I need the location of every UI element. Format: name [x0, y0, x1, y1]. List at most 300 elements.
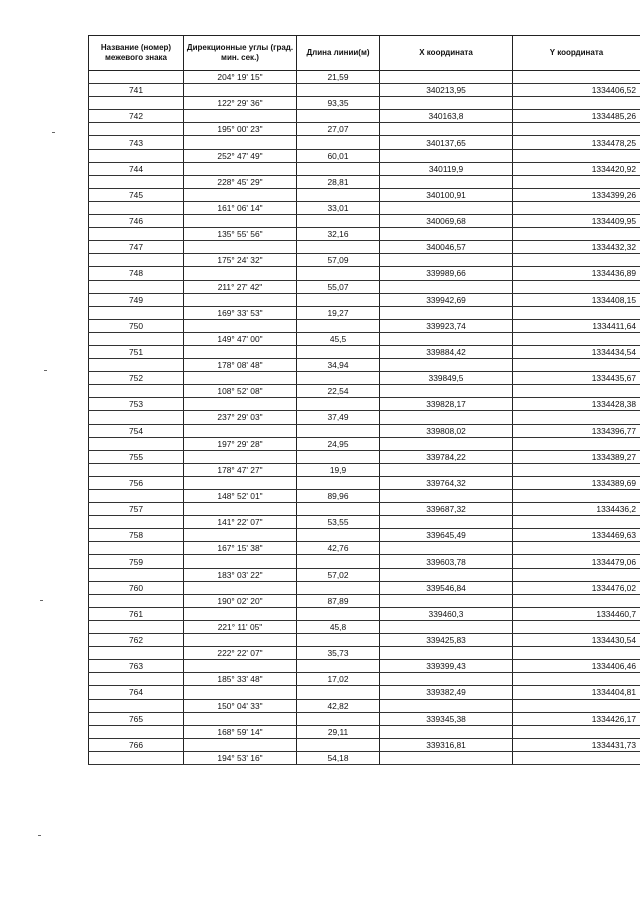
cell-x-coordinate [380, 411, 513, 424]
cell-direction-angle: 204° 19' 15" [184, 71, 297, 84]
cell-y-coordinate [513, 97, 640, 110]
cell-point-name [89, 647, 184, 660]
cell-x-coordinate [380, 306, 513, 319]
table-row [89, 437, 640, 450]
cell-x-coordinate: 339849,5 [380, 372, 513, 385]
cell-line-length: 35,73 [297, 647, 380, 660]
cell-point-name: 762 [89, 634, 184, 647]
margin-mark [44, 370, 47, 371]
cell-y-coordinate [513, 123, 640, 136]
boundary-coordinates-table [88, 35, 640, 765]
cell-point-name [89, 149, 184, 162]
cell-line-length [297, 110, 380, 123]
cell-x-coordinate [380, 751, 513, 764]
table-row [89, 359, 640, 372]
table-row [89, 450, 640, 463]
table-row [89, 529, 640, 542]
cell-x-coordinate: 339546,84 [380, 581, 513, 594]
cell-point-name [89, 437, 184, 450]
table-row [89, 725, 640, 738]
cell-line-length [297, 293, 380, 306]
cell-direction-angle: 195° 00' 23" [184, 123, 297, 136]
cell-x-coordinate: 340069,68 [380, 215, 513, 228]
cell-x-coordinate: 340100,91 [380, 188, 513, 201]
table-row [89, 581, 640, 594]
cell-direction-angle: 122° 29' 36" [184, 97, 297, 110]
cell-line-length [297, 345, 380, 358]
table-row [89, 293, 640, 306]
cell-x-coordinate [380, 647, 513, 660]
cell-x-coordinate: 339942,69 [380, 293, 513, 306]
cell-line-length: 45,5 [297, 332, 380, 345]
table-row [89, 620, 640, 633]
cell-x-coordinate: 339923,74 [380, 319, 513, 332]
cell-x-coordinate [380, 490, 513, 503]
cell-y-coordinate: 1334485,26 [513, 110, 640, 123]
cell-point-name [89, 123, 184, 136]
cell-line-length: 54,18 [297, 751, 380, 764]
cell-y-coordinate: 1334406,52 [513, 84, 640, 97]
table-row [89, 555, 640, 568]
cell-line-length [297, 84, 380, 97]
cell-point-name: 756 [89, 476, 184, 489]
table-row [89, 751, 640, 764]
cell-point-name [89, 594, 184, 607]
table-row [89, 84, 640, 97]
cell-point-name: 748 [89, 267, 184, 280]
cell-y-coordinate [513, 228, 640, 241]
cell-line-length [297, 372, 380, 385]
cell-y-coordinate: 1334409,95 [513, 215, 640, 228]
table-row [89, 162, 640, 175]
header-point-name: Название (номер) межевого знака [89, 36, 184, 71]
cell-x-coordinate: 340046,57 [380, 241, 513, 254]
cell-point-name [89, 228, 184, 241]
cell-point-name [89, 673, 184, 686]
cell-x-coordinate [380, 201, 513, 214]
cell-point-name [89, 542, 184, 555]
cell-point-name: 761 [89, 607, 184, 620]
cell-line-length [297, 712, 380, 725]
cell-direction-angle [184, 686, 297, 699]
cell-direction-angle [184, 188, 297, 201]
cell-point-name [89, 359, 184, 372]
cell-x-coordinate: 340137,65 [380, 136, 513, 149]
cell-direction-angle: 185° 33' 48" [184, 673, 297, 686]
cell-line-length: 53,55 [297, 516, 380, 529]
cell-point-name: 760 [89, 581, 184, 594]
table-row [89, 123, 640, 136]
cell-line-length [297, 686, 380, 699]
cell-direction-angle [184, 84, 297, 97]
margin-mark [38, 835, 41, 836]
table-row [89, 398, 640, 411]
cell-x-coordinate [380, 175, 513, 188]
table-row [89, 110, 640, 123]
cell-direction-angle: 167° 15' 38" [184, 542, 297, 555]
table-row [89, 319, 640, 332]
cell-x-coordinate [380, 620, 513, 633]
cell-direction-angle [184, 660, 297, 673]
cell-direction-angle: 169° 33' 53" [184, 306, 297, 319]
cell-line-length: 37,49 [297, 411, 380, 424]
cell-point-name [89, 385, 184, 398]
cell-y-coordinate: 1334431,73 [513, 738, 640, 751]
cell-y-coordinate: 1334389,69 [513, 476, 640, 489]
cell-line-length [297, 319, 380, 332]
cell-y-coordinate [513, 437, 640, 450]
cell-point-name: 755 [89, 450, 184, 463]
cell-direction-angle: 183° 03' 22" [184, 568, 297, 581]
cell-line-length [297, 581, 380, 594]
header-direction-angle: Дирекционные углы (град. мин. сек.) [184, 36, 297, 71]
cell-direction-angle [184, 215, 297, 228]
cell-direction-angle [184, 529, 297, 542]
cell-x-coordinate [380, 149, 513, 162]
cell-line-length [297, 634, 380, 647]
cell-y-coordinate: 1334478,25 [513, 136, 640, 149]
margin-mark [52, 132, 55, 133]
header-x-coordinate: X координата [380, 36, 513, 71]
table-body [89, 71, 640, 765]
cell-line-length: 89,96 [297, 490, 380, 503]
cell-y-coordinate [513, 254, 640, 267]
cell-y-coordinate [513, 516, 640, 529]
cell-direction-angle: 161° 06' 14" [184, 201, 297, 214]
table-row [89, 686, 640, 699]
cell-y-coordinate: 1334430,54 [513, 634, 640, 647]
cell-direction-angle [184, 738, 297, 751]
table-row [89, 149, 640, 162]
table-row [89, 175, 640, 188]
cell-point-name: 758 [89, 529, 184, 542]
cell-line-length: 55,07 [297, 280, 380, 293]
cell-line-length: 60,01 [297, 149, 380, 162]
cell-direction-angle [184, 555, 297, 568]
cell-y-coordinate: 1334411,64 [513, 319, 640, 332]
cell-direction-angle [184, 712, 297, 725]
table-row [89, 228, 640, 241]
cell-line-length [297, 503, 380, 516]
cell-x-coordinate [380, 673, 513, 686]
table-row [89, 424, 640, 437]
table-row [89, 411, 640, 424]
cell-point-name: 751 [89, 345, 184, 358]
cell-line-length [297, 136, 380, 149]
cell-point-name [89, 490, 184, 503]
cell-line-length [297, 607, 380, 620]
table-row [89, 738, 640, 751]
cell-y-coordinate [513, 751, 640, 764]
table-row [89, 699, 640, 712]
cell-direction-angle: 194° 53' 16" [184, 751, 297, 764]
cell-x-coordinate: 339382,49 [380, 686, 513, 699]
cell-x-coordinate [380, 542, 513, 555]
cell-line-length: 24,95 [297, 437, 380, 450]
cell-x-coordinate: 339460,3 [380, 607, 513, 620]
cell-y-coordinate: 1334406,46 [513, 660, 640, 673]
cell-point-name [89, 254, 184, 267]
table-row [89, 97, 640, 110]
cell-y-coordinate [513, 359, 640, 372]
cell-x-coordinate: 339989,66 [380, 267, 513, 280]
table-row [89, 201, 640, 214]
cell-line-length: 34,94 [297, 359, 380, 372]
cell-direction-angle [184, 424, 297, 437]
cell-x-coordinate [380, 123, 513, 136]
cell-x-coordinate: 339603,78 [380, 555, 513, 568]
table-row [89, 306, 640, 319]
cell-x-coordinate [380, 254, 513, 267]
cell-x-coordinate [380, 71, 513, 84]
table-row [89, 647, 640, 660]
cell-y-coordinate [513, 175, 640, 188]
cell-point-name [89, 201, 184, 214]
cell-line-length [297, 398, 380, 411]
cell-line-length [297, 555, 380, 568]
cell-direction-angle: 135° 55' 56" [184, 228, 297, 241]
cell-point-name [89, 97, 184, 110]
cell-line-length: 17,02 [297, 673, 380, 686]
cell-point-name: 757 [89, 503, 184, 516]
table-row [89, 490, 640, 503]
table-row [89, 634, 640, 647]
cell-x-coordinate [380, 463, 513, 476]
cell-point-name: 754 [89, 424, 184, 437]
cell-point-name: 752 [89, 372, 184, 385]
cell-line-length: 28,81 [297, 175, 380, 188]
cell-point-name [89, 463, 184, 476]
cell-x-coordinate: 340163,8 [380, 110, 513, 123]
table-row [89, 463, 640, 476]
cell-x-coordinate: 340213,95 [380, 84, 513, 97]
cell-y-coordinate [513, 647, 640, 660]
cell-y-coordinate [513, 306, 640, 319]
cell-x-coordinate [380, 228, 513, 241]
table-row [89, 267, 640, 280]
cell-x-coordinate: 339345,38 [380, 712, 513, 725]
cell-y-coordinate: 1334428,38 [513, 398, 640, 411]
cell-direction-angle: 141° 22' 07" [184, 516, 297, 529]
cell-direction-angle: 149° 47' 00" [184, 332, 297, 345]
cell-point-name: 765 [89, 712, 184, 725]
cell-direction-angle: 221° 11' 05" [184, 620, 297, 633]
cell-line-length [297, 267, 380, 280]
cell-y-coordinate: 1334404,81 [513, 686, 640, 699]
cell-direction-angle: 228° 45' 29" [184, 175, 297, 188]
cell-y-coordinate [513, 280, 640, 293]
cell-point-name [89, 175, 184, 188]
cell-direction-angle: 178° 47' 27" [184, 463, 297, 476]
cell-direction-angle: 222° 22' 07" [184, 647, 297, 660]
cell-y-coordinate: 1334426,17 [513, 712, 640, 725]
cell-point-name [89, 620, 184, 633]
table-row [89, 607, 640, 620]
cell-y-coordinate: 1334432,32 [513, 241, 640, 254]
cell-direction-angle [184, 503, 297, 516]
cell-x-coordinate: 339687,32 [380, 503, 513, 516]
cell-point-name: 749 [89, 293, 184, 306]
table-row [89, 476, 640, 489]
cell-x-coordinate [380, 725, 513, 738]
cell-point-name [89, 568, 184, 581]
cell-y-coordinate [513, 594, 640, 607]
table-row [89, 345, 640, 358]
cell-x-coordinate [380, 97, 513, 110]
cell-direction-angle [184, 319, 297, 332]
table-row [89, 280, 640, 293]
cell-direction-angle [184, 136, 297, 149]
margin-mark [40, 600, 43, 601]
cell-y-coordinate [513, 620, 640, 633]
cell-direction-angle [184, 450, 297, 463]
cell-x-coordinate [380, 594, 513, 607]
cell-y-coordinate [513, 149, 640, 162]
cell-y-coordinate: 1334389,27 [513, 450, 640, 463]
cell-line-length: 32,16 [297, 228, 380, 241]
table-row [89, 136, 640, 149]
cell-direction-angle [184, 110, 297, 123]
cell-y-coordinate [513, 71, 640, 84]
cell-point-name: 741 [89, 84, 184, 97]
table-row [89, 516, 640, 529]
cell-point-name [89, 725, 184, 738]
cell-y-coordinate [513, 568, 640, 581]
cell-x-coordinate: 339808,02 [380, 424, 513, 437]
cell-direction-angle: 148° 52' 01" [184, 490, 297, 503]
cell-x-coordinate [380, 332, 513, 345]
cell-point-name [89, 699, 184, 712]
cell-line-length: 33,01 [297, 201, 380, 214]
cell-direction-angle: 211° 27' 42" [184, 280, 297, 293]
table-row [89, 542, 640, 555]
cell-line-length: 19,9 [297, 463, 380, 476]
cell-point-name: 743 [89, 136, 184, 149]
cell-line-length: 57,02 [297, 568, 380, 581]
cell-line-length: 45,8 [297, 620, 380, 633]
cell-y-coordinate: 1334435,67 [513, 372, 640, 385]
cell-y-coordinate: 1334436,89 [513, 267, 640, 280]
cell-direction-angle [184, 634, 297, 647]
cell-direction-angle [184, 293, 297, 306]
cell-y-coordinate [513, 725, 640, 738]
table-row [89, 254, 640, 267]
table-row [89, 594, 640, 607]
table-row [89, 332, 640, 345]
cell-line-length: 42,76 [297, 542, 380, 555]
cell-direction-angle: 252° 47' 49" [184, 149, 297, 162]
cell-point-name: 764 [89, 686, 184, 699]
cell-point-name [89, 306, 184, 319]
cell-line-length [297, 450, 380, 463]
cell-y-coordinate [513, 411, 640, 424]
cell-x-coordinate [380, 699, 513, 712]
table-row [89, 215, 640, 228]
cell-direction-angle: 178° 08' 48" [184, 359, 297, 372]
cell-line-length: 42,82 [297, 699, 380, 712]
cell-y-coordinate: 1334476,02 [513, 581, 640, 594]
cell-line-length [297, 162, 380, 175]
cell-y-coordinate [513, 385, 640, 398]
table-row [89, 71, 640, 84]
cell-point-name: 763 [89, 660, 184, 673]
cell-line-length: 22,54 [297, 385, 380, 398]
cell-line-length [297, 738, 380, 751]
cell-point-name: 747 [89, 241, 184, 254]
cell-x-coordinate [380, 385, 513, 398]
cell-point-name: 753 [89, 398, 184, 411]
cell-direction-angle: 197° 29' 28" [184, 437, 297, 450]
cell-direction-angle [184, 267, 297, 280]
cell-point-name: 766 [89, 738, 184, 751]
cell-x-coordinate: 339316,81 [380, 738, 513, 751]
cell-line-length [297, 660, 380, 673]
cell-direction-angle [184, 241, 297, 254]
cell-y-coordinate [513, 673, 640, 686]
cell-y-coordinate: 1334408,15 [513, 293, 640, 306]
cell-point-name [89, 516, 184, 529]
table-row [89, 568, 640, 581]
cell-direction-angle: 150° 04' 33" [184, 699, 297, 712]
table-row [89, 503, 640, 516]
cell-line-length [297, 529, 380, 542]
cell-x-coordinate [380, 516, 513, 529]
table-row [89, 660, 640, 673]
cell-x-coordinate: 339828,17 [380, 398, 513, 411]
cell-y-coordinate [513, 201, 640, 214]
cell-point-name: 750 [89, 319, 184, 332]
table-row [89, 188, 640, 201]
cell-line-length: 21,59 [297, 71, 380, 84]
cell-x-coordinate: 339784,22 [380, 450, 513, 463]
cell-x-coordinate [380, 280, 513, 293]
cell-y-coordinate [513, 542, 640, 555]
cell-direction-angle: 175° 24' 32" [184, 254, 297, 267]
cell-line-length [297, 188, 380, 201]
cell-y-coordinate [513, 490, 640, 503]
cell-direction-angle: 168° 59' 14" [184, 725, 297, 738]
cell-line-length [297, 424, 380, 437]
cell-direction-angle: 190° 02' 20" [184, 594, 297, 607]
cell-y-coordinate: 1334460,7 [513, 607, 640, 620]
cell-line-length: 57,09 [297, 254, 380, 267]
cell-y-coordinate: 1334434,54 [513, 345, 640, 358]
table-row [89, 385, 640, 398]
cell-point-name [89, 411, 184, 424]
cell-y-coordinate [513, 463, 640, 476]
table-header-row [89, 36, 640, 71]
cell-y-coordinate: 1334469,63 [513, 529, 640, 542]
cell-line-length: 19,27 [297, 306, 380, 319]
cell-direction-angle: 237° 29' 03" [184, 411, 297, 424]
cell-line-length: 27,07 [297, 123, 380, 136]
cell-x-coordinate: 339645,49 [380, 529, 513, 542]
cell-direction-angle [184, 345, 297, 358]
cell-point-name: 759 [89, 555, 184, 568]
cell-x-coordinate [380, 359, 513, 372]
cell-direction-angle: 108° 52' 08" [184, 385, 297, 398]
cell-direction-angle [184, 162, 297, 175]
cell-point-name: 745 [89, 188, 184, 201]
cell-x-coordinate: 339884,42 [380, 345, 513, 358]
table-row [89, 372, 640, 385]
cell-point-name: 742 [89, 110, 184, 123]
cell-point-name [89, 751, 184, 764]
cell-y-coordinate: 1334479,06 [513, 555, 640, 568]
header-line-length: Длина линии(м) [297, 36, 380, 71]
cell-direction-angle [184, 581, 297, 594]
cell-y-coordinate [513, 332, 640, 345]
